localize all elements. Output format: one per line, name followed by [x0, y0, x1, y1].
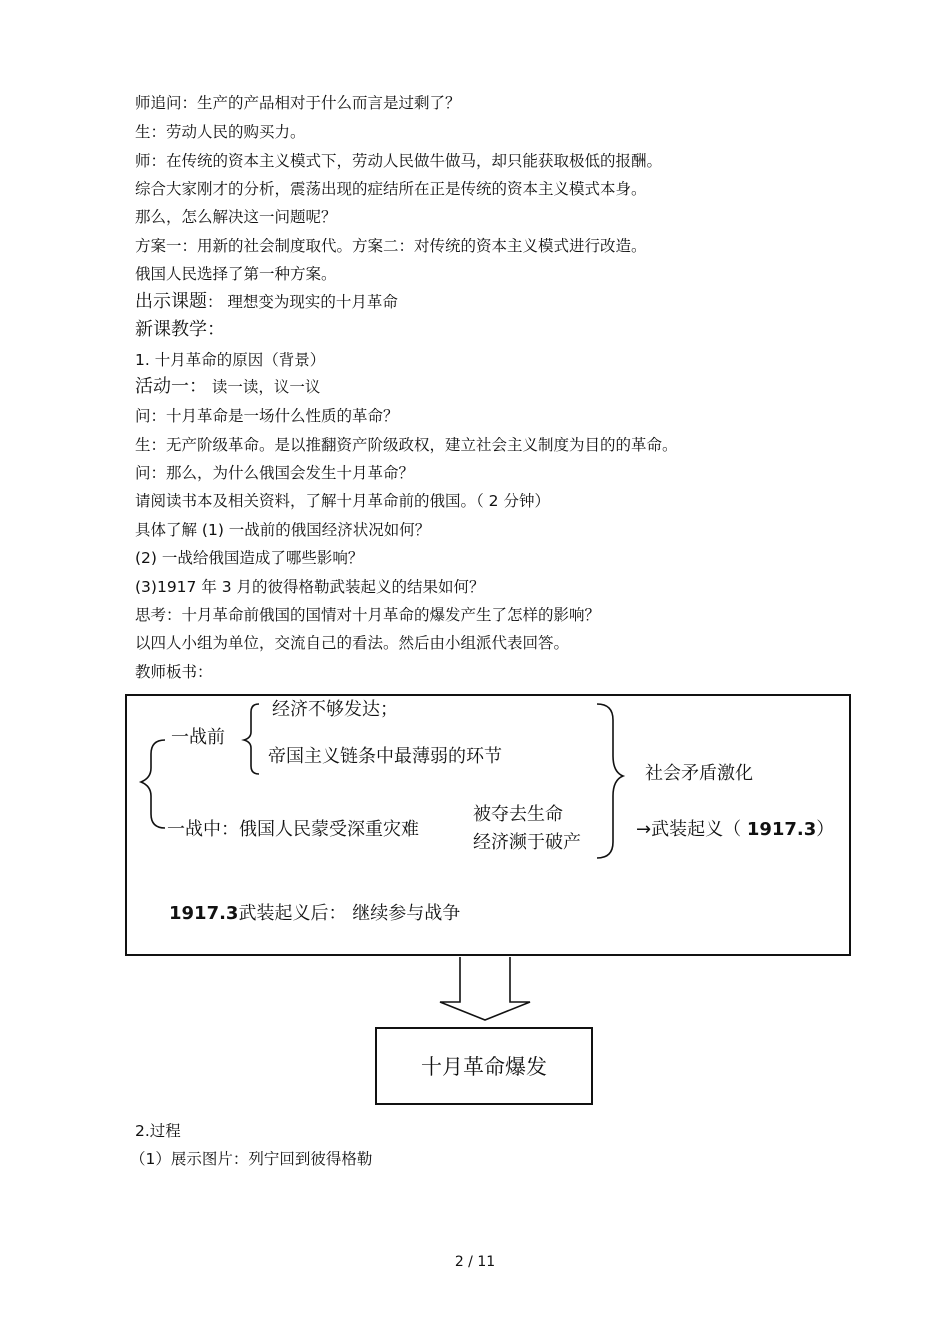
text-line: 师追问：生产的产品相对于什么而言是过剩了？ [135, 94, 461, 112]
after-date: 1917.3 [169, 903, 239, 924]
social-conflict-text: 社会矛盾激化 [645, 763, 753, 784]
economy-text: 经济不够发达； [272, 699, 398, 720]
topic-line [135, 292, 398, 312]
text-line: 请阅读书本及相关资料，了解十月革命前的俄国。（ 2 分钟） [135, 492, 550, 510]
text-line: 以四人小组为单位，交流自己的看法。然后由小组派代表回答。 [135, 634, 570, 652]
during-war-text: 一战中：俄国人民蒙受深重灾难 [167, 819, 419, 840]
lives-lost-text: 被夺去生命 [473, 804, 563, 825]
text-line: 方案一：用新的社会制度取代。方案二：对传统的资本主义模式进行改造。 [135, 237, 647, 255]
page-number: 2 / 11 [454, 1254, 496, 1270]
topic-label: 出示课题 [135, 291, 207, 312]
uprising-suffix: ） [816, 819, 835, 840]
text-line: 思考：十月革命前俄国的国情对十月革命的爆发产生了怎样的影响？ [135, 606, 601, 624]
uprising-date: 1917.3 [746, 819, 817, 840]
activity-text: 读一读，议一议 [207, 378, 321, 396]
after-uprising-text [169, 903, 460, 925]
text-line: 教师板书： [135, 663, 213, 681]
text-line: 具体了解 (1) 一战前的俄国经济状况如何？ [135, 521, 431, 539]
text-line: 师：在传统的资本主义模式下，劳动人民做牛做马，却只能获取极低的报酬。 [135, 152, 663, 170]
topic-text: ： 理想变为现实的十月革命 [207, 293, 398, 311]
text-line: (3)1917 年 3 月的彼得格勒武装起义的结果如何？ [135, 578, 485, 596]
text-line: 生：无产阶级革命。是以推翻资产阶级政权，建立社会主义制度为目的的革命。 [135, 436, 678, 454]
section-heading: 新课教学： [135, 319, 225, 340]
uprising-prefix: →武装起义（ [636, 819, 747, 840]
text-line: (2) 一战给俄国造成了哪些影响？ [135, 549, 364, 567]
result-box: 十月革命爆发 [375, 1027, 593, 1105]
text-line: 1. 十月革命的原因（背景） [135, 351, 326, 369]
text-line: 俄国人民选择了第一种方案。 [135, 265, 337, 283]
text-line: （1）展示图片：列宁回到彼得格勒 [130, 1150, 373, 1168]
weak-link-text: 帝国主义链条中最薄弱的环节 [268, 746, 502, 767]
text-line: 问：十月革命是一场什么性质的革命？ [135, 407, 399, 425]
text-line: 综合大家刚才的分析，震荡出现的症结所在正是传统的资本主义模式本身。 [135, 180, 647, 198]
activity-line [135, 377, 320, 397]
text-line: 那么，怎么解决这一问题呢？ [135, 208, 337, 226]
activity-label: 活动一： [135, 376, 207, 397]
section-heading: 2.过程 [135, 1122, 181, 1140]
blackboard-diagram [125, 694, 851, 956]
text-line: 生：劳动人民的购买力。 [135, 123, 306, 141]
text-line: 问：那么，为什么俄国会发生十月革命？ [135, 464, 415, 482]
economy-bankrupt-text: 经济濒于破产 [473, 832, 581, 853]
pre-war-label: 一战前 [171, 727, 225, 748]
uprising-text [636, 819, 834, 841]
after-text: 武装起义后： 继续参与战争 [238, 903, 461, 924]
down-arrow-icon [430, 956, 540, 1026]
